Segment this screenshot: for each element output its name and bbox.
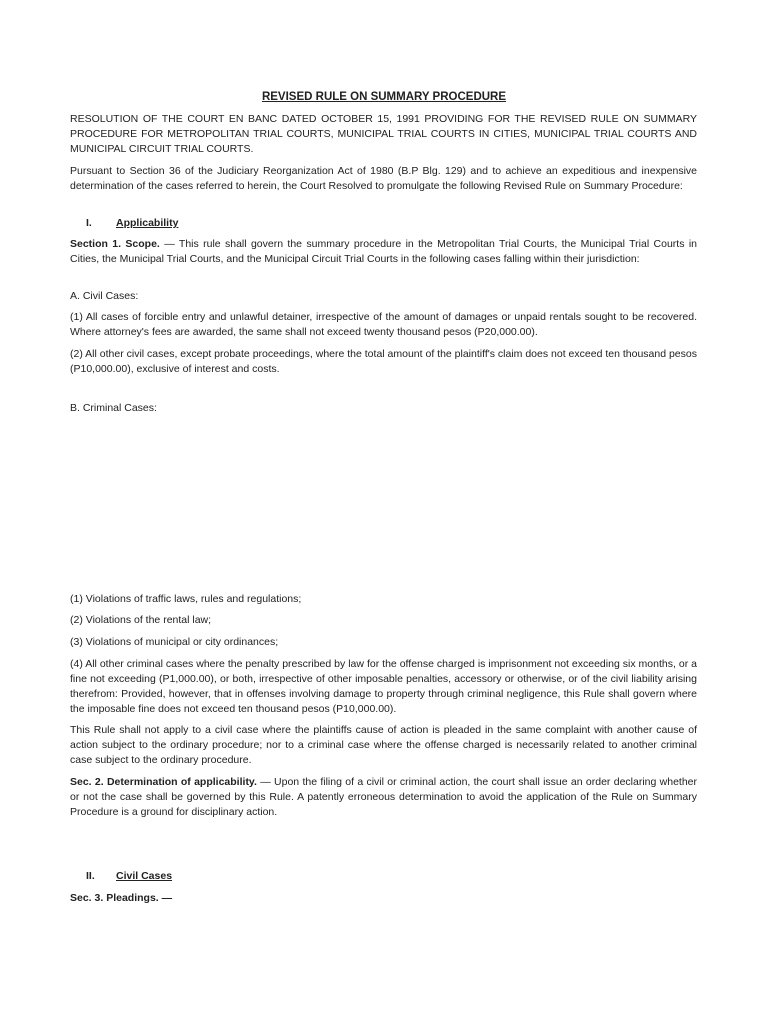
section-1-text: — This rule shall govern the summary procedure in the Metropolitan Trial Courts, the Municipal Trial Courts in Cities, the Municipal Trial Courts, and the Municipal Circuit Trial Courts in the following cases falling within their jurisdiction: <box>70 238 697 265</box>
criminal-item-4: (4) All other criminal cases where the penalty prescribed by law for the offense charged is imprisonment not exceeding six months, or a fine not exceeding (P1,000.00), or both, irrespective of other imposable penalties, accessory or otherwise, or of the civil liability arising therefrom: Provided, however, that in offenses involving damage to property through criminal negligence, this Rule shall govern where the imposable fine does not exceed ten thousand pesos (P10,000.00). <box>70 658 697 715</box>
civil-item-1: (1) All cases of forcible entry and unlawful detainer, irrespective of the amount of damages or unpaid rentals sought to be recovered. Where attorney's fees are awarded, the same shall not exceed twenty thousand pesos (P20,000.00). <box>70 311 697 338</box>
section-2-label: Sec. 2. Determination of applicability. <box>70 776 257 788</box>
exclusion-paragraph: This Rule shall not apply to a civil case where the plaintiffs cause of action is pleaded in the same complaint with another cause of action subject to the ordinary procedure; nor to a criminal case where the offense charged is necessarily related to another criminal case subject to the ordinary procedure. <box>70 724 697 766</box>
section-2-text: — Upon the filing of a civil or criminal action, the court shall issue an order declaring whether or not the case shall be governed by this Rule. A patently erroneous determination to avoid the application of the Rule on Summary Procedure is a ground for disciplinary action. <box>70 776 697 818</box>
civil-cases-heading: A. Civil Cases: <box>70 290 139 302</box>
part-1-title: Applicability <box>116 217 179 229</box>
section-3-paragraph <box>70 891 697 906</box>
section-1-label: Section 1. Scope. <box>70 238 160 250</box>
criminal-item-3: (3) Violations of municipal or city ordinances; <box>70 636 279 648</box>
document-title: REVISED RULE ON SUMMARY PROCEDURE <box>261 91 507 103</box>
resolution-paragraph: RESOLUTION OF THE COURT EN BANC DATED OCTOBER 15, 1991 PROVIDING FOR THE REVISED RULE ON SUMMARY PROCEDURE FOR METROPOLITAN TRIAL COURTS, MUNICIPAL TRIAL COURTS IN CITIES, MUNICIPAL TRIAL COURTS AND MUNICIPAL CIRCUIT TRIAL COURTS. <box>70 113 697 155</box>
part-2-title: Civil Cases <box>116 870 173 882</box>
section-1-paragraph <box>70 237 697 267</box>
part-1-heading <box>86 216 178 231</box>
civil-item-2: (2) All other civil cases, except probate proceedings, where the total amount of the plaintiff's claim does not exceed ten thousand pesos (P10,000.00), exclusive of interest and costs. <box>70 348 697 375</box>
section-3-label: Sec. 3. Pleadings. — <box>70 892 173 904</box>
part-2-heading <box>86 869 172 884</box>
part-2-number: II. <box>86 870 95 882</box>
preamble-paragraph: Pursuant to Section 36 of the Judiciary Reorganization Act of 1980 (B.P Blg. 129) and to achieve an expeditious and inexpensive determination of the cases referred to herein, the Court Resolved to promulgate the following Revised Rule on Summary Procedure: <box>70 165 697 192</box>
criminal-item-1: (1) Violations of traffic laws, rules and regulations; <box>70 593 302 605</box>
criminal-item-2: (2) Violations of the rental law; <box>70 614 212 626</box>
section-2-paragraph <box>70 775 697 820</box>
part-1-number: I. <box>86 217 92 229</box>
criminal-cases-heading: B. Criminal Cases: <box>70 402 157 414</box>
